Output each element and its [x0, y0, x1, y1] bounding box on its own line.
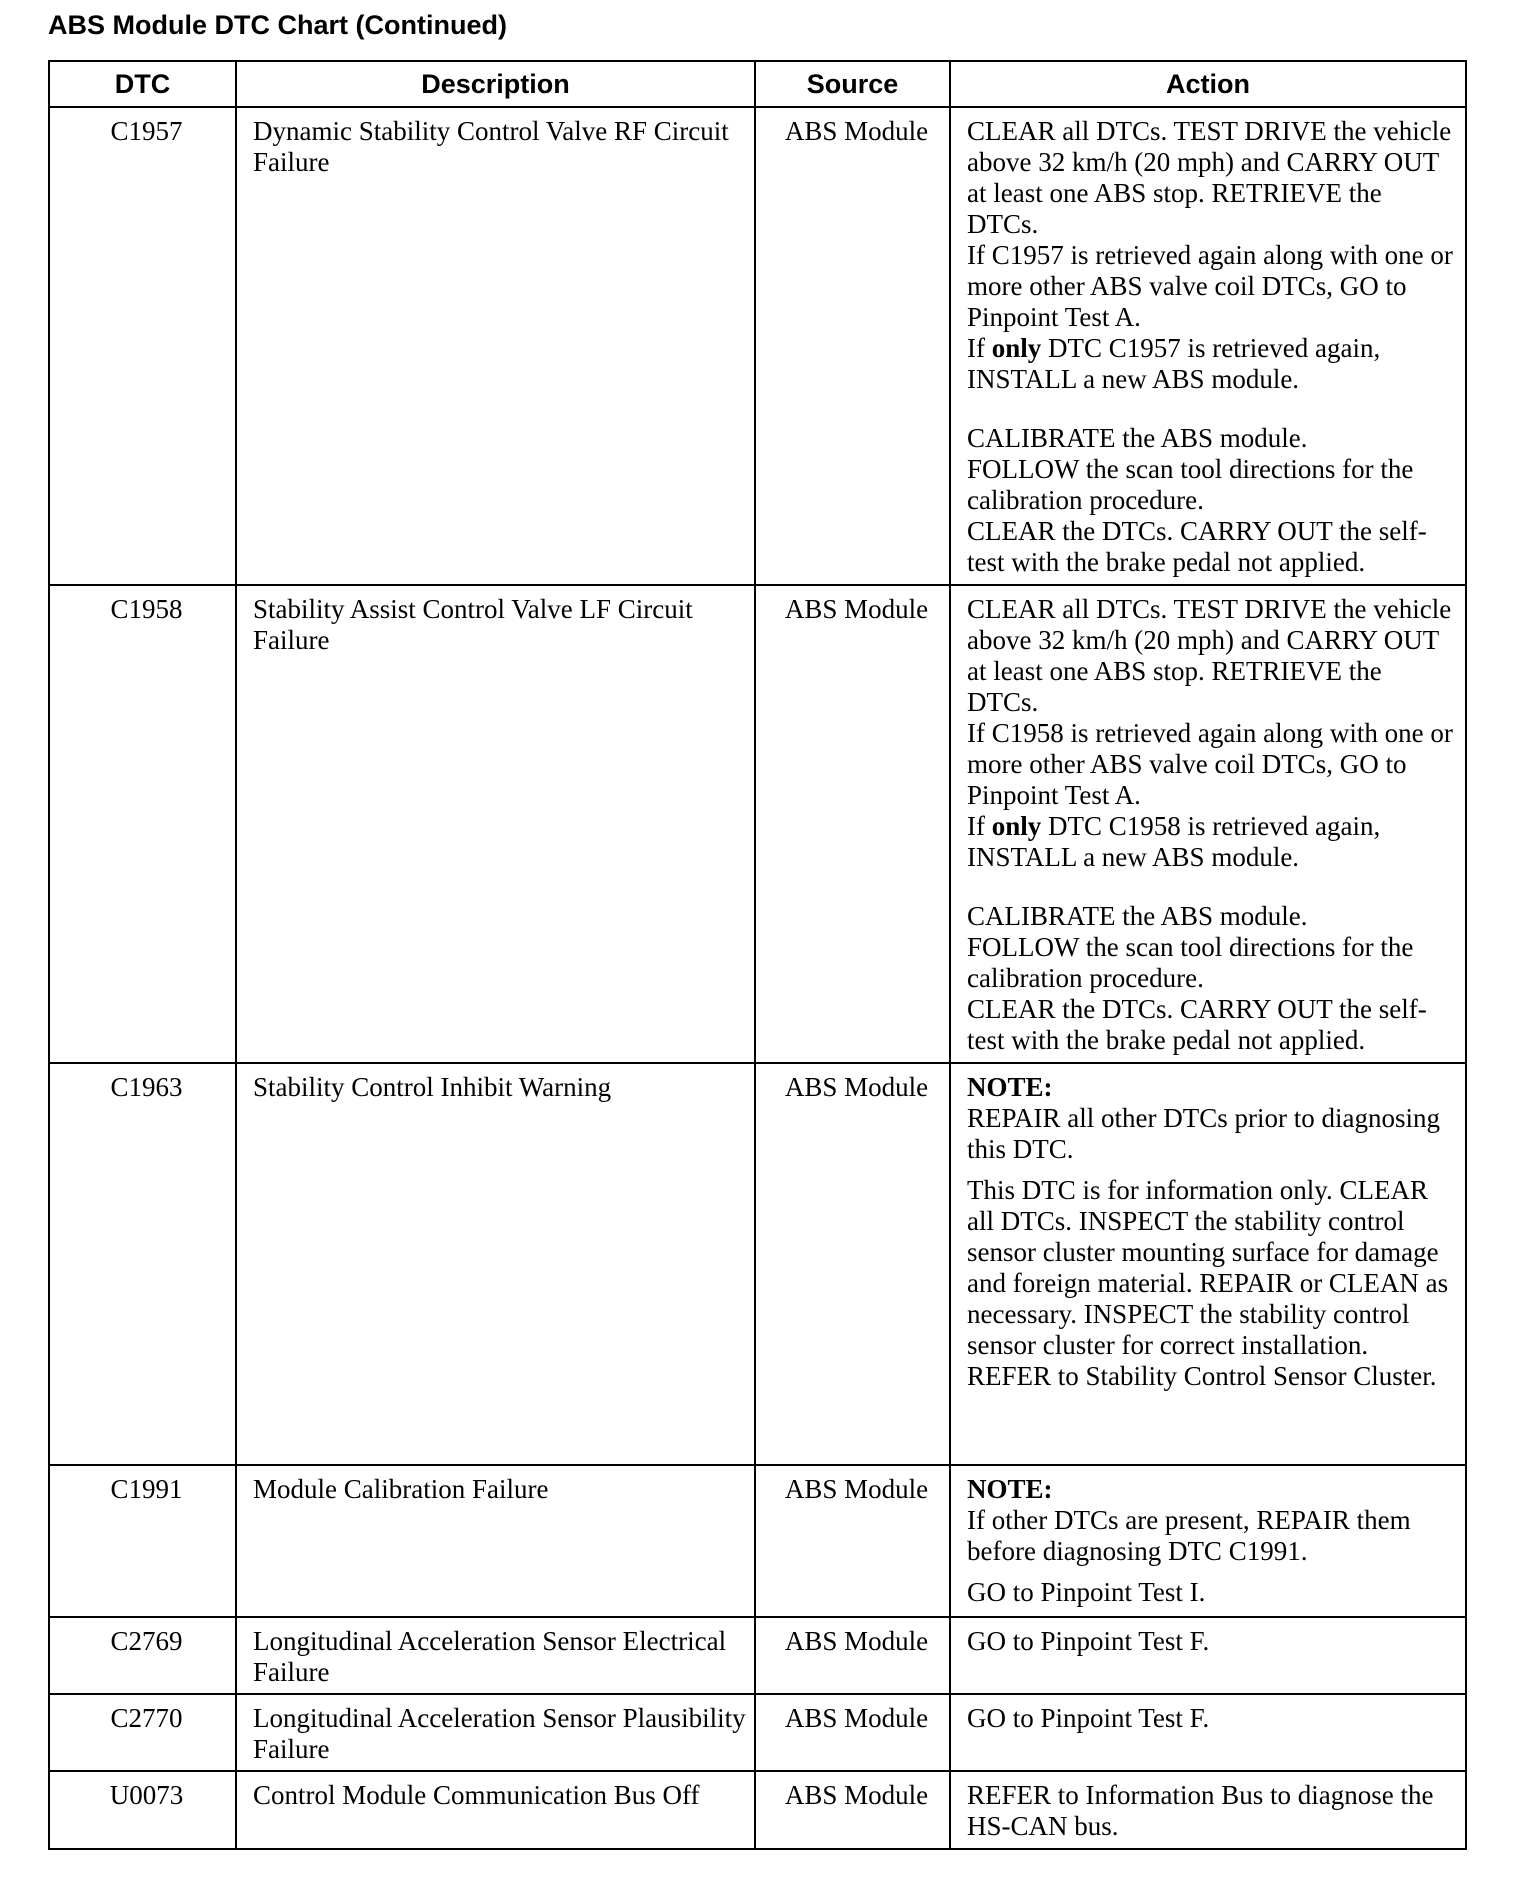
- header-dtc: DTC: [49, 61, 236, 107]
- action-paragraph: CLEAR all DTCs. TEST DRIVE the vehicle above 32 km/h (20 mph) and CARRY OUT at least one ABS stop. RETRIEVE the DTCs.: [967, 594, 1452, 717]
- dtc-action: REFER to Information Bus to diagnose the HS-CAN bus.: [950, 1771, 1466, 1849]
- action-paragraph: FOLLOW the scan tool directions for the calibration procedure.: [967, 454, 1414, 515]
- header-row: [49, 61, 1466, 107]
- dtc-source: ABS Module: [755, 1771, 950, 1849]
- action-paragraph: CLEAR all DTCs. TEST DRIVE the vehicle above 32 km/h (20 mph) and CARRY OUT at least one ABS stop. RETRIEVE the DTCs.: [967, 116, 1452, 239]
- dtc-action: [950, 585, 1466, 1063]
- action-paragraph: This DTC is for information only. CLEAR all DTCs. INSPECT the stability control sensor cluster mounting surface for damage and foreign material. REPAIR or CLEAN as necessary. INSPECT the stability control sensor cluster for correct installation. REFER to Stability Control Sensor Cluster.: [967, 1175, 1449, 1391]
- dtc-action: [950, 1063, 1466, 1465]
- action-paragraph: CALIBRATE the ABS module.: [967, 423, 1308, 453]
- dtc-code: C2769: [49, 1617, 236, 1694]
- action-text: If: [967, 811, 992, 841]
- note-text: REPAIR all other DTCs prior to diagnosing this DTC.: [967, 1103, 1440, 1164]
- dtc-source: ABS Module: [755, 585, 950, 1063]
- dtc-description: Stability Control Inhibit Warning: [236, 1063, 755, 1465]
- dtc-table: [48, 60, 1467, 1850]
- action-paragraph: [967, 811, 1457, 873]
- emphasis-text: only: [991, 333, 1042, 363]
- note-label: NOTE:: [967, 1072, 1053, 1102]
- dtc-description: Dynamic Stability Control Valve RF Circuit Failure: [236, 107, 755, 585]
- dtc-description: Control Module Communication Bus Off: [236, 1771, 755, 1849]
- dtc-description: Module Calibration Failure: [236, 1465, 755, 1617]
- header-source: Source: [755, 61, 950, 107]
- dtc-code: C1957: [49, 107, 236, 585]
- dtc-source: ABS Module: [755, 107, 950, 585]
- page-title: ABS Module DTC Chart (Continued): [48, 10, 507, 40]
- table-row: [49, 1617, 1466, 1694]
- note-text: If other DTCs are present, REPAIR them before diagnosing DTC C1991.: [967, 1505, 1411, 1566]
- table-row: [49, 1694, 1466, 1771]
- dtc-source: ABS Module: [755, 1617, 950, 1694]
- action-text: DTC C1958 is retrieved again, INSTALL a new ABS module.: [967, 811, 1381, 872]
- note-label: NOTE:: [967, 1474, 1053, 1504]
- dtc-source: ABS Module: [755, 1694, 950, 1771]
- dtc-code: U0073: [49, 1771, 236, 1849]
- action-paragraph: [967, 333, 1457, 395]
- table-row: [49, 1063, 1466, 1465]
- dtc-source: ABS Module: [755, 1465, 950, 1617]
- dtc-action: GO to Pinpoint Test F.: [950, 1617, 1466, 1694]
- dtc-code: C1991: [49, 1465, 236, 1617]
- header-description: Description: [236, 61, 755, 107]
- table-row: [49, 107, 1466, 585]
- emphasis-text: only: [991, 811, 1042, 841]
- dtc-code: C1958: [49, 585, 236, 1063]
- dtc-source: ABS Module: [755, 1063, 950, 1465]
- action-paragraph: CALIBRATE the ABS module.: [967, 901, 1308, 931]
- dtc-action: [950, 1465, 1466, 1617]
- action-paragraph: If C1957 is retrieved again along with one or more other ABS valve coil DTCs, GO to Pinpoint Test A.: [967, 240, 1453, 332]
- table-row: [49, 585, 1466, 1063]
- action-text: If: [967, 333, 992, 363]
- action-paragraph: CLEAR the DTCs. CARRY OUT the self-test with the brake pedal not applied.: [967, 994, 1427, 1055]
- action-paragraph: If C1958 is retrieved again along with one or more other ABS valve coil DTCs, GO to Pinpoint Test A.: [967, 718, 1453, 810]
- action-paragraph: FOLLOW the scan tool directions for the calibration procedure.: [967, 932, 1414, 993]
- dtc-action: [950, 107, 1466, 585]
- action-text: DTC C1957 is retrieved again, INSTALL a new ABS module.: [967, 333, 1381, 394]
- dtc-description: Stability Assist Control Valve LF Circuit Failure: [236, 585, 755, 1063]
- dtc-description: Longitudinal Acceleration Sensor Electrical Failure: [236, 1617, 755, 1694]
- dtc-description: Longitudinal Acceleration Sensor Plausibility Failure: [236, 1694, 755, 1771]
- dtc-code: C2770: [49, 1694, 236, 1771]
- table-row: [49, 1465, 1466, 1617]
- action-paragraph: CLEAR the DTCs. CARRY OUT the self-test with the brake pedal not applied.: [967, 516, 1427, 577]
- table-row: [49, 1771, 1466, 1849]
- dtc-action: GO to Pinpoint Test F.: [950, 1694, 1466, 1771]
- action-paragraph: GO to Pinpoint Test I.: [967, 1577, 1206, 1607]
- header-action: Action: [950, 61, 1466, 107]
- dtc-code: C1963: [49, 1063, 236, 1465]
